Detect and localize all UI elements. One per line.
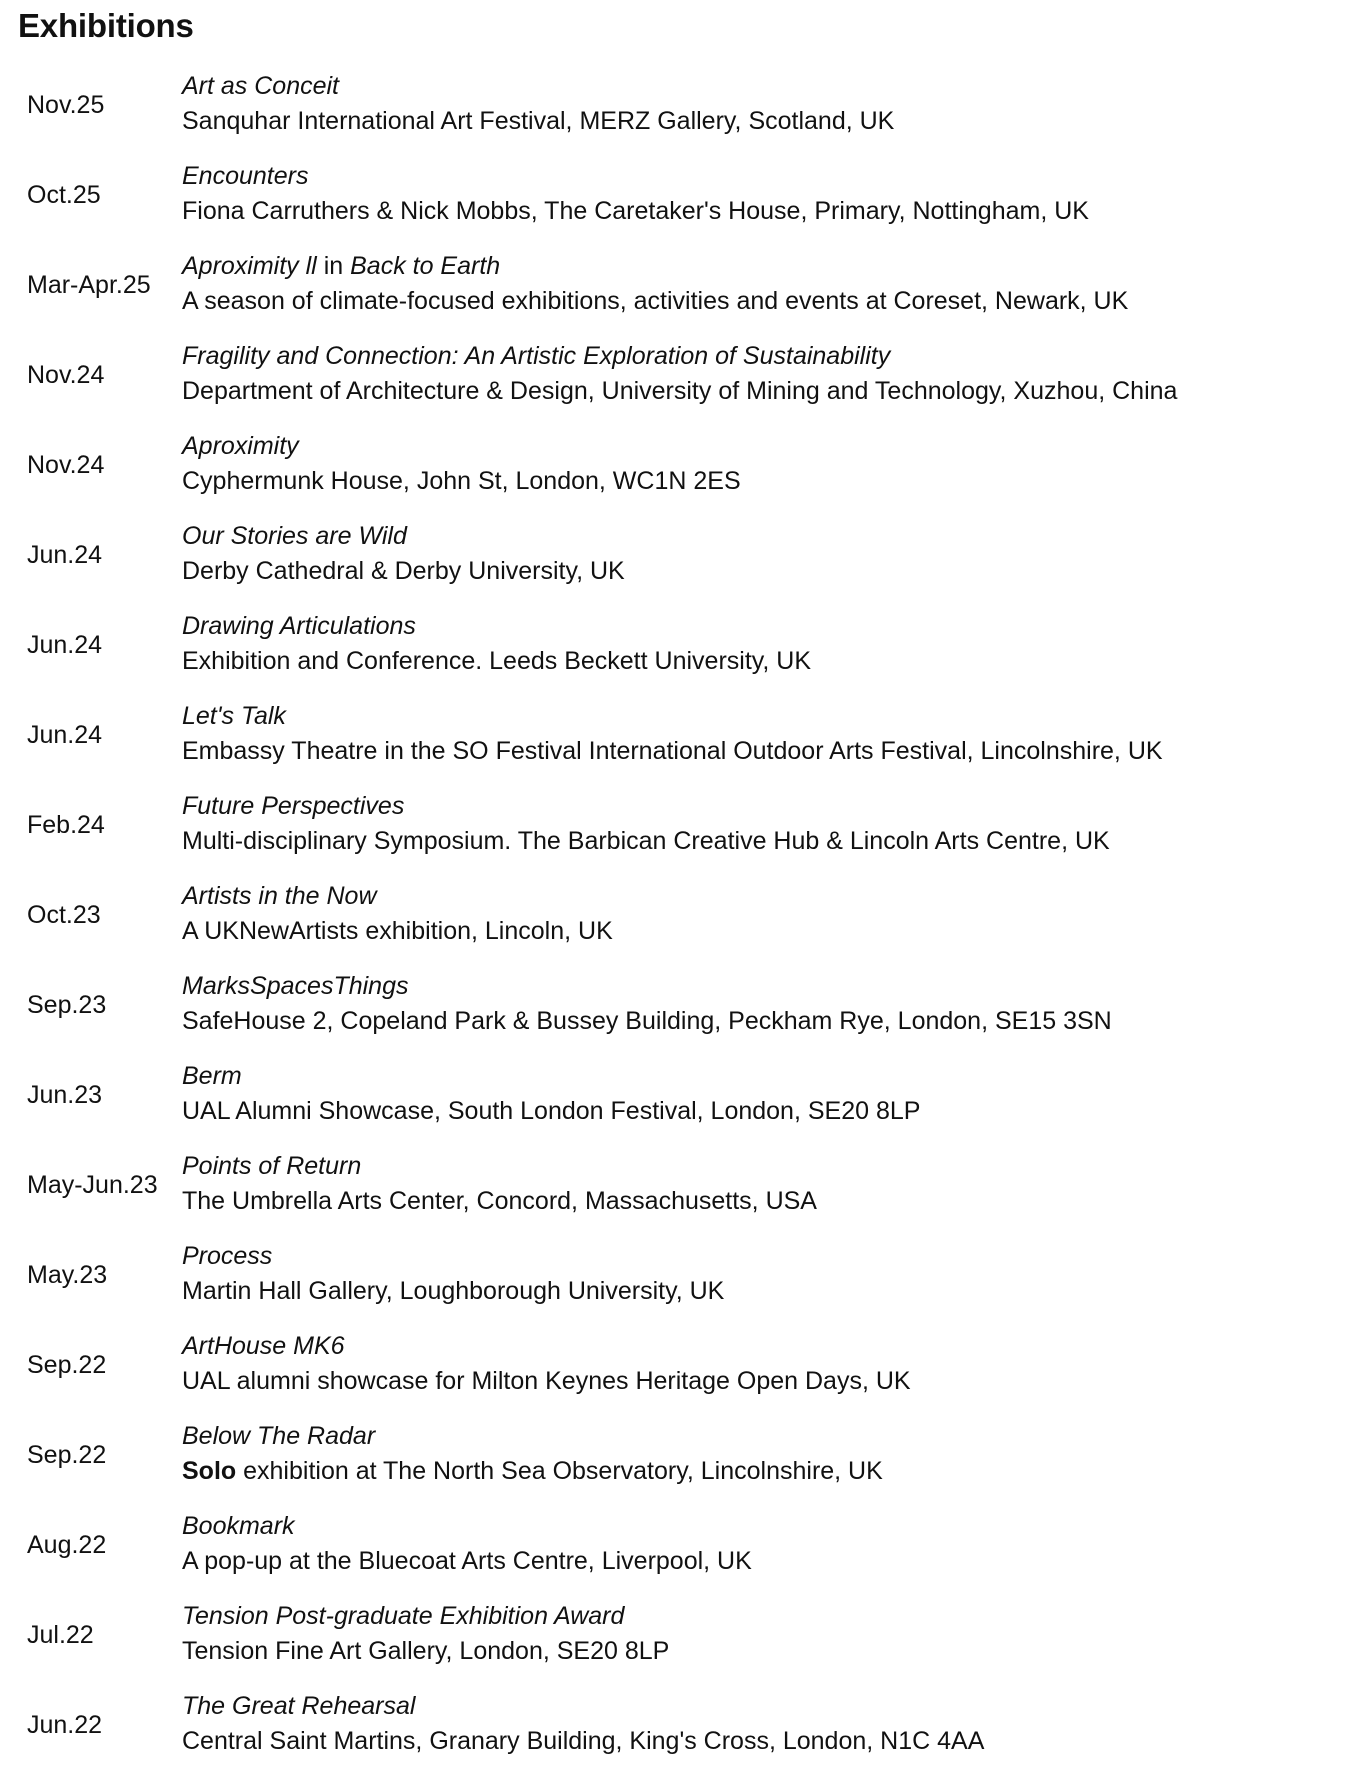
exhibition-title: Bookmark (182, 1512, 295, 1540)
exhibition-row (0, 699, 1362, 789)
exhibition-title: The Great Rehearsal (182, 1692, 416, 1720)
exhibition-venue: Embassy Theatre in the SO Festival International Outdoor Arts Festival, Lincolnshire, UK (182, 737, 1163, 765)
exhibition-title-line (182, 879, 1342, 914)
exhibition-title-line (182, 69, 1342, 104)
exhibition-row (0, 1599, 1362, 1689)
exhibition-venue-line (182, 1184, 1342, 1219)
exhibition-venue: Sanquhar International Art Festival, MERZ Gallery, Scotland, UK (182, 107, 895, 135)
exhibition-title-line (182, 699, 1342, 734)
exhibition-title: Our Stories are Wild (182, 522, 407, 550)
exhibition-title-line (182, 1689, 1342, 1724)
exhibition-title-line (182, 789, 1342, 824)
exhibition-title-line (182, 159, 1342, 194)
exhibition-date: Jun.24 (27, 631, 103, 659)
exhibition-detail (182, 429, 1342, 499)
exhibition-venue-line (182, 1274, 1342, 1309)
exhibition-detail (182, 699, 1342, 769)
exhibition-date: Nov.24 (27, 451, 105, 479)
exhibition-list (0, 69, 1362, 1779)
exhibition-row (0, 1509, 1362, 1599)
exhibition-title-suffix: Back to Earth (350, 252, 501, 280)
exhibition-title: Tension Post-graduate Exhibition Award (182, 1602, 625, 1630)
exhibition-date: Sep.22 (27, 1351, 107, 1379)
exhibition-row (0, 1239, 1362, 1329)
exhibition-detail (182, 159, 1342, 229)
exhibition-title-line (182, 1329, 1342, 1364)
exhibition-row (0, 1149, 1362, 1239)
exhibition-venue: The Umbrella Arts Center, Concord, Massachusetts, USA (182, 1187, 817, 1215)
exhibition-title-line (182, 969, 1342, 1004)
exhibition-date: Nov.24 (27, 361, 105, 389)
exhibition-date: Sep.22 (27, 1441, 107, 1469)
exhibition-title: Drawing Articulations (182, 612, 416, 640)
exhibition-date: Jul.22 (27, 1621, 94, 1649)
exhibition-venue-line (182, 734, 1342, 769)
exhibition-venue-line (182, 374, 1342, 409)
exhibition-date: Feb.24 (27, 811, 105, 839)
exhibition-title: Art as Conceit (182, 72, 340, 100)
exhibition-venue-line (182, 194, 1342, 229)
exhibition-title-line (182, 339, 1342, 374)
exhibition-venue-line (182, 464, 1342, 499)
exhibition-title-line (182, 1059, 1342, 1094)
exhibition-title-line (182, 249, 1342, 284)
exhibition-date: Sep.23 (27, 991, 107, 1019)
exhibition-venue: SafeHouse 2, Copeland Park & Bussey Building, Peckham Rye, London, SE15 3SN (182, 1007, 1112, 1035)
exhibition-detail (182, 1149, 1342, 1219)
exhibition-row (0, 339, 1362, 429)
exhibition-detail (182, 519, 1342, 589)
exhibition-detail (182, 69, 1342, 139)
exhibition-venue-line (182, 824, 1342, 859)
exhibition-title: MarksSpacesThings (182, 972, 409, 1000)
exhibition-venue-line (182, 554, 1342, 589)
exhibition-date: Jun.22 (27, 1711, 103, 1739)
exhibition-detail (182, 1419, 1342, 1489)
exhibition-venue: Exhibition and Conference. Leeds Beckett University, UK (182, 647, 812, 675)
exhibition-venue: Central Saint Martins, Granary Building, King's Cross, London, N1C 4AA (182, 1727, 985, 1755)
exhibition-date: Jun.24 (27, 721, 103, 749)
exhibition-venue: Department of Architecture & Design, University of Mining and Technology, Xuzhou, China (182, 377, 1178, 405)
exhibition-detail (182, 879, 1342, 949)
exhibition-detail (182, 1599, 1342, 1669)
exhibition-title: Process (182, 1242, 273, 1270)
exhibition-title-line (182, 1149, 1342, 1184)
page-title: Exhibitions (18, 7, 194, 44)
exhibition-detail (182, 1059, 1342, 1129)
exhibition-title-line (182, 1239, 1342, 1274)
exhibition-date: Oct.25 (27, 181, 101, 209)
exhibition-title-line (182, 519, 1342, 554)
exhibition-venue: UAL alumni showcase for Milton Keynes Heritage Open Days, UK (182, 1367, 911, 1395)
exhibition-detail (182, 1329, 1342, 1399)
exhibition-venue: Martin Hall Gallery, Loughborough University, UK (182, 1277, 725, 1305)
exhibition-venue-line (182, 1724, 1342, 1759)
exhibition-detail (182, 1239, 1342, 1309)
exhibition-title: Artists in the Now (182, 882, 377, 910)
exhibition-detail (182, 789, 1342, 859)
exhibition-title: Aproximity ll (182, 252, 317, 280)
exhibition-title-line (182, 429, 1342, 464)
exhibition-venue-line (182, 1634, 1342, 1669)
exhibition-detail (182, 1509, 1342, 1579)
exhibition-venue-line (182, 284, 1342, 319)
exhibition-date: Aug.22 (27, 1531, 107, 1559)
exhibition-title: Aproximity (182, 432, 299, 460)
exhibition-venue-line (182, 1454, 1342, 1489)
exhibition-detail (182, 249, 1342, 319)
exhibition-venue-line (182, 1004, 1342, 1039)
exhibition-venue: Derby Cathedral & Derby University, UK (182, 557, 625, 585)
exhibition-row (0, 249, 1362, 339)
exhibition-venue-line (182, 914, 1342, 949)
exhibition-title-joiner: in (316, 252, 351, 280)
exhibition-title: Fragility and Connection: An Artistic Exploration of Sustainability (182, 342, 891, 370)
exhibition-venue-emphasis: Solo (182, 1457, 237, 1485)
exhibition-title: Encounters (182, 162, 309, 190)
exhibition-venue: Cyphermunk House, John St, London, WC1N 2ES (182, 467, 741, 495)
exhibition-date: May-Jun.23 (27, 1171, 158, 1199)
exhibition-date: Jun.23 (27, 1081, 103, 1109)
exhibition-detail (182, 1689, 1342, 1759)
exhibition-venue: Tension Fine Art Gallery, London, SE20 8LP (182, 1637, 670, 1665)
exhibition-row (0, 159, 1362, 249)
exhibition-venue-line (182, 644, 1342, 679)
exhibition-row (0, 1329, 1362, 1419)
exhibition-venue: A pop-up at the Bluecoat Arts Centre, Liverpool, UK (182, 1547, 752, 1575)
exhibition-row (0, 969, 1362, 1059)
exhibition-row (0, 429, 1362, 519)
exhibition-venue-line (182, 1364, 1342, 1399)
exhibition-venue: Fiona Carruthers & Nick Mobbs, The Caretaker's House, Primary, Nottingham, UK (182, 197, 1089, 225)
exhibition-venue: exhibition at The North Sea Observatory, Lincolnshire, UK (236, 1457, 883, 1485)
exhibition-venue-line (182, 1094, 1342, 1129)
exhibition-row (0, 789, 1362, 879)
exhibition-venue: A UKNewArtists exhibition, Lincoln, UK (182, 917, 613, 945)
exhibition-venue-line (182, 104, 1342, 139)
exhibition-venue: Multi-disciplinary Symposium. The Barbican Creative Hub & Lincoln Arts Centre, UK (182, 827, 1110, 855)
exhibition-title: Below The Radar (182, 1422, 376, 1450)
exhibition-title: Future Perspectives (182, 792, 405, 820)
exhibition-date: Oct.23 (27, 901, 101, 929)
exhibition-venue-line (182, 1544, 1342, 1579)
exhibition-title: ArtHouse MK6 (182, 1332, 345, 1360)
exhibition-title-line (182, 1599, 1342, 1634)
exhibition-row (0, 1059, 1362, 1149)
exhibition-date: May.23 (27, 1261, 108, 1289)
exhibition-detail (182, 609, 1342, 679)
exhibition-row (0, 879, 1362, 969)
exhibition-detail (182, 969, 1342, 1039)
exhibition-row (0, 69, 1362, 159)
exhibition-title: Berm (182, 1062, 242, 1090)
exhibition-date: Nov.25 (27, 91, 105, 119)
exhibition-row (0, 1689, 1362, 1779)
exhibition-row (0, 519, 1362, 609)
exhibition-row (0, 1419, 1362, 1509)
exhibition-title-line (182, 609, 1342, 644)
exhibition-detail (182, 339, 1342, 409)
exhibition-title-line (182, 1509, 1342, 1544)
exhibition-date: Mar-Apr.25 (27, 271, 151, 299)
exhibition-venue: UAL Alumni Showcase, South London Festival, London, SE20 8LP (182, 1097, 921, 1125)
exhibition-title: Let's Talk (182, 702, 286, 730)
exhibition-row (0, 609, 1362, 699)
exhibition-date: Jun.24 (27, 541, 103, 569)
exhibition-venue: A season of climate-focused exhibitions, activities and events at Coreset, Newark, UK (182, 287, 1129, 315)
exhibition-title: Points of Return (182, 1152, 362, 1180)
exhibition-title-line (182, 1419, 1342, 1454)
